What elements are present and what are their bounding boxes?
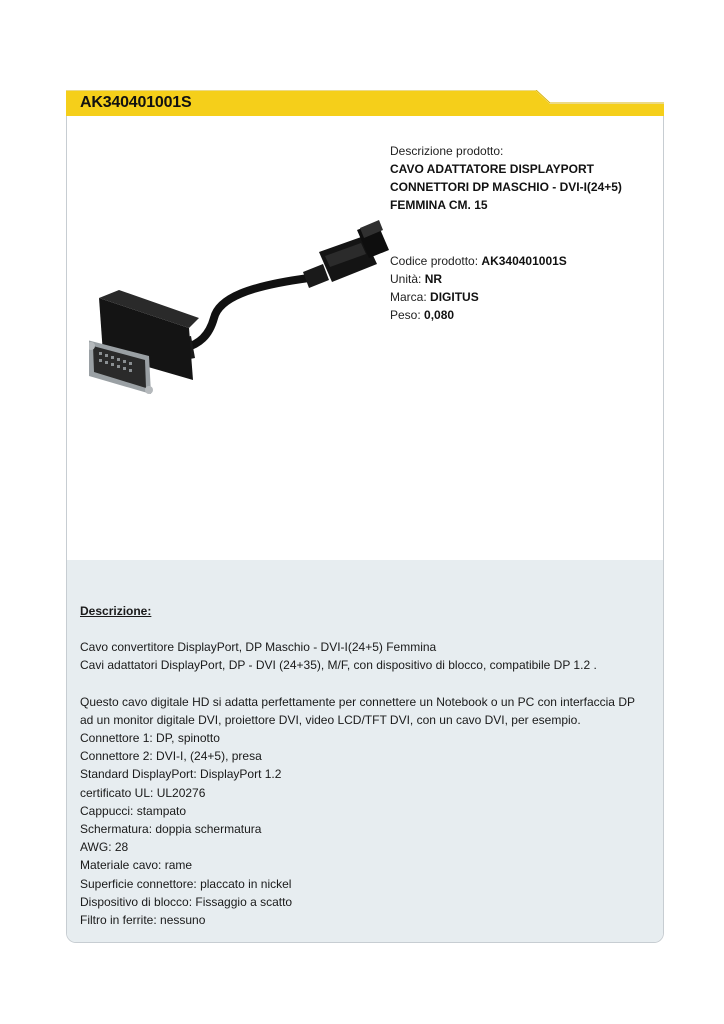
spec-line: Superficie connettore: placcato in nickel [80,876,292,891]
description-line: CAVO ADATTATORE DISPLAYPORT [390,162,595,176]
description-line: FEMMINA CM. 15 [390,198,488,212]
description-heading: Descrizione: [80,604,152,618]
detail-weight [390,306,650,324]
spec-line: Materiale cavo: rame [80,858,193,873]
spec-line: Cappucci: stampato [80,803,187,818]
spec-line: Standard DisplayPort: DisplayPort 1.2 [80,767,282,782]
detail-label: Peso: [390,308,421,322]
product-info [390,142,650,324]
header-bar [66,90,664,116]
description-section [80,602,655,943]
text-line: Cavo convertitore DisplayPort, DP Maschio - DVI-I(24+5) Femmina [80,640,437,655]
description-paragraph-2 [80,693,655,930]
spec-line: certificato UL: UL20276 [80,785,206,800]
detail-value: DIGITUS [430,290,479,304]
spec-line: Schermatura: doppia schermatura [80,822,262,837]
detail-label: Codice prodotto: [390,254,479,268]
text-line: Cavi adattatori DisplayPort, DP - DVI (24+35), M/F, con dispositivo di blocco, compatibile DP 1.2 . [80,658,597,673]
description-line: CONNETTORI DP MASCHIO - DVI-I(24+5) [390,180,622,194]
detail-value: AK340401001S [481,254,567,268]
displayport-to-dvi-adapter-cable-icon [89,168,389,408]
description-label: Descrizione prodotto: [390,144,504,158]
spec-line: Connettore 2: DVI-I, (24+5), presa [80,749,262,764]
product-description [390,160,650,214]
detail-label: Unità: [390,272,422,286]
detail-code [390,252,650,270]
page-title: AK340401001S [80,94,192,111]
detail-unit [390,270,650,288]
spec-line: Dispositivo di blocco: Fissaggio a scatto [80,894,293,909]
detail-label: Marca: [390,290,427,304]
spec-line: Connettore 1: DP, spinotto [80,731,220,746]
spec-line: Filtro in ferrite: nessuno [80,913,206,928]
detail-value: 0,080 [424,308,455,322]
detail-value: NR [424,272,443,286]
product-card [66,116,664,943]
detail-brand [390,288,650,306]
spec-line: AWG: 28 [80,840,129,855]
text-line: ad un monitor digitale DVI, proiettore DVI, video LCD/TFT DVI, con un cavo DVI, per esempio. [80,712,581,727]
description-paragraph-1 [80,638,655,674]
text-line: Questo cavo digitale HD si adatta perfettamente per connettere un Notebook o un PC con interfaccia DP [80,694,635,709]
